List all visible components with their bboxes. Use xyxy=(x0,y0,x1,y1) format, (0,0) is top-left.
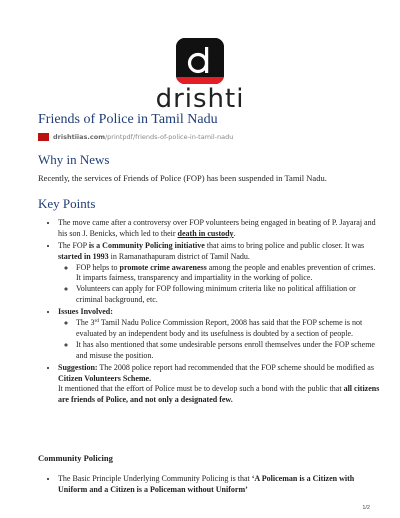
source-url[interactable] xyxy=(38,133,233,141)
issues-sublist xyxy=(58,318,380,361)
drishti-d-logo-icon xyxy=(176,38,224,84)
list-item: • The FOP is a Community Policing initiative that aims to bring police and public closer. It was started in 1993 in Ramanathapuram district of Tamil Nadu. ◦ FOP helps to promote crime awareness among the people and enables prevention of crimes. It imparts fairness, transparency and impartiality in the working of police. ◦ Volunteers can apply for FOP following minimum criteria like no political affiliation or criminal background, etc. xyxy=(58,241,380,306)
issues-label: Issues Involved: xyxy=(58,307,113,317)
why-in-news-heading: Why in News xyxy=(38,152,110,167)
key-points-list xyxy=(44,218,380,408)
source-site: drishtiias.com xyxy=(53,133,105,141)
list-item: • Suggestion: The 2008 police report had recommended that the FOP scheme should be modified as Citizen Volunteers Scheme. It mentioned that the effort of Police must be to develop such a bond with the public that all citizens are friends of Police, and not only a designated few. xyxy=(58,363,380,406)
list-item: • The Basic Principle Underlying Community Policing is that ‘A Policeman is a Citizen with Uniform and a Citizen is a Policeman without Uniform’ xyxy=(58,474,380,496)
list-item: ◦ Volunteers can apply for FOP following minimum criteria like no political affiliation or criminal background, etc. xyxy=(76,284,380,306)
community-policing-list xyxy=(44,474,380,496)
brand-name: drishti xyxy=(155,84,245,114)
death-in-custody-link[interactable]: death in custody xyxy=(177,228,234,238)
site-favicon-icon xyxy=(38,133,49,141)
key-points-heading: Key Points xyxy=(38,196,96,211)
drishti-logo-icon xyxy=(176,38,224,84)
list-item: ◦ The 3rd Tamil Nadu Police Commission Report, 2008 has said that the FOP scheme is not evaluated by an independent body and its usefulness is doubted by a section of people. xyxy=(76,318,380,340)
page-title: Friends of Police in Tamil Nadu xyxy=(38,112,218,127)
list-item xyxy=(58,307,380,361)
list-item: • The move came after a controversy over FOP volunteers being engaged in beating of P. Jayaraj and his son J. Benicks, which led to their death in custody. xyxy=(58,218,380,240)
list-item: ◦ FOP helps to promote crime awareness among the people and enables prevention of crimes. It imparts fairness, transparency and impartiality in the working of police. xyxy=(76,263,380,285)
page-number: 1/2 xyxy=(362,505,370,511)
source-path: /printpdf/friends-of-police-in-tamil-nadu xyxy=(104,133,234,141)
list-item: ◦ It has also mentioned that some undesirable persons enroll themselves under the FOP scheme and misuse the position. xyxy=(76,340,380,362)
why-in-news-text: Recently, the services of Friends of Police (FOP) has been suspended in Tamil Nadu. xyxy=(38,173,327,183)
fop-sublist xyxy=(58,263,380,306)
suggestion-label: Suggestion: xyxy=(58,362,98,372)
community-policing-heading: Community Policing xyxy=(38,453,113,463)
